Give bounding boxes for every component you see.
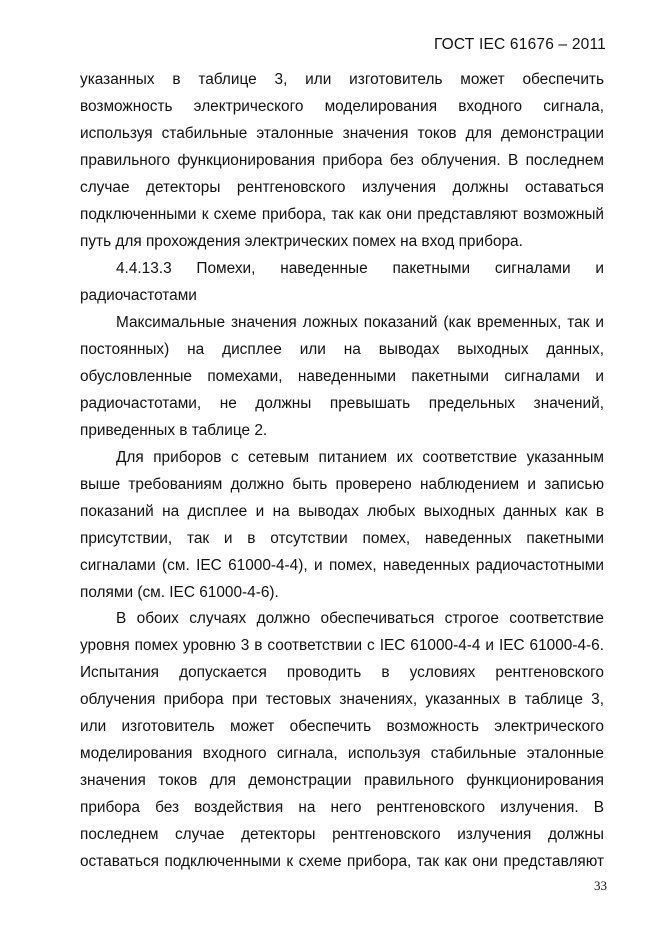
text-line: правильного функционирования прибора без облучения. В последнем — [80, 152, 604, 169]
text-line: Испытания допускается проводить в условиях рентгеновского — [80, 664, 604, 681]
text-line: выше требованиям должно быть проверено наблюдением и записью — [80, 476, 604, 493]
text-line: В обоих случаях должно обеспечиваться строгое соответствие — [116, 610, 604, 627]
text-line: подключенными к схеме прибора, так как они представляют возможный — [80, 206, 604, 223]
text-line: используя стабильные эталонные значения токов для демонстрации — [80, 125, 604, 142]
document-standard-header: ГОСТ IEC 61676 – 2011 — [433, 36, 606, 53]
text-line: возможность электрического моделирования входного сигнала, — [80, 98, 604, 115]
text-line: случае детекторы рентгеновского излучения должны оставаться — [80, 179, 604, 196]
text-line: значения токов для демонстрации правильного функционирования — [80, 772, 604, 789]
text-line: или изготовитель может обеспечить возможность электрического — [80, 718, 604, 735]
text-line: Максимальные значения ложных показаний (как временных, так и — [116, 314, 604, 331]
text-line: оставаться подключенными к схеме прибора, так как они представляют — [80, 853, 604, 870]
text-line: прибора без воздействия на него рентгеновского излучения. В — [80, 799, 604, 816]
text-line: указанных в таблице 3, или изготовитель может обеспечить — [80, 71, 604, 88]
text-line: последнем случае детекторы рентгеновского излучения должны — [80, 826, 604, 843]
text-line: уровня помех уровню 3 в соответствии с IEC 61000-4-4 и IEC 61000-4-6. — [80, 637, 604, 654]
text-line: показаний на дисплее и на выводах любых выходных данных как в — [80, 503, 604, 520]
text-line: путь для прохождения электрических помех на вход прибора. — [80, 233, 523, 250]
text-line: моделирования входного сигнала, используя стабильные эталонные — [80, 745, 604, 762]
section-heading-line: радиочастотами — [80, 287, 197, 304]
text-line: сигналами (см. IEC 61000-4-4), и помех, наведенных радиочастотными — [80, 557, 604, 574]
text-line: приведенных в таблице 2. — [80, 422, 268, 439]
section-heading-line: 4.4.13.3 Помехи, наведенные пакетными сигналами и — [116, 260, 604, 277]
text-line: радиочастотами, не должны превышать предельных значений, — [80, 395, 604, 412]
text-line: облучения прибора при тестовых значениях, указанных в таблице 3, — [80, 691, 604, 708]
text-line: постоянных) на дисплее или на выводах выходных данных, — [80, 341, 604, 358]
page-number: 33 — [594, 878, 607, 893]
text-line: обусловленные помехами, наведенными пакетными сигналами и — [80, 368, 604, 385]
text-line: Для приборов с сетевым питанием их соответствие указанным — [116, 449, 604, 466]
text-line: присутствии, так и в отсутствии помех, наведенных пакетными — [80, 530, 604, 547]
text-line: полями (см. IEC 61000-4-6). — [80, 584, 279, 601]
